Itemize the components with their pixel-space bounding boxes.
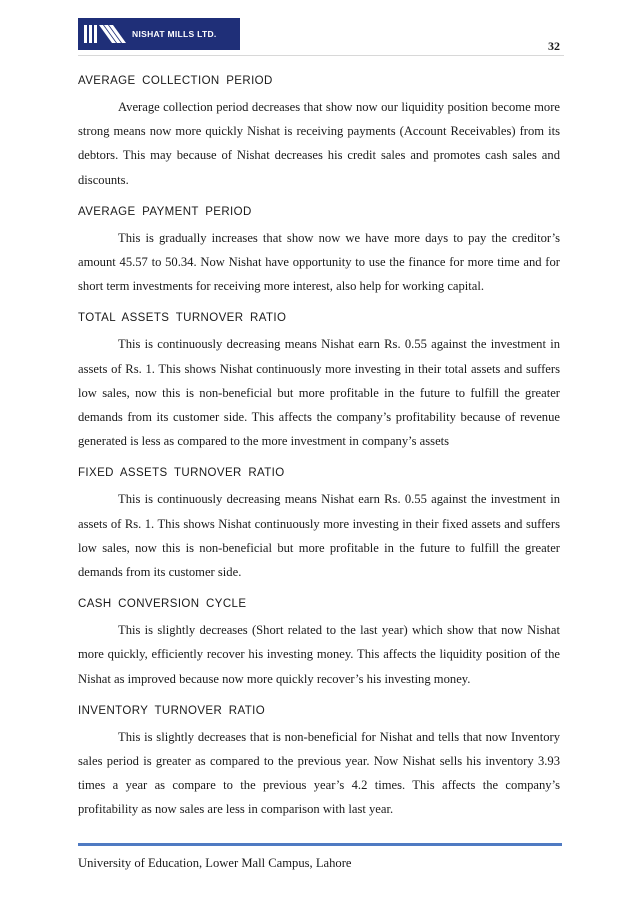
section-heading: TOTAL ASSETS TURNOVER RATIO xyxy=(78,312,287,325)
section-paragraph: This is slightly decreases (Short related to the last year) which show that now Nishat more quickly, efficiently recover his investing money. This affects the liquidity position of the Nishat as improved because now more quickly recover’s his investing money. xyxy=(78,623,560,686)
section-paragraph: This is continuously decreasing means Nishat earn Rs. 0.55 against the investment in assets of Rs. 1. This shows Nishat continuously more investing in their fixed assets and suffers low sales, now this is non-beneficial but more profitable in the future to fulfill the greater demands from its customer side. xyxy=(78,492,560,580)
page-header xyxy=(78,15,564,56)
section-inventory-turnover-ratio xyxy=(78,703,560,822)
section-paragraph: This is slightly decreases that is non-beneficial for Nishat and tells that now Inventory sales period is greater as compared to the previous year. Now Nishat sells his inventory 3.93 times a year as compare to the previous year’s 4.2 times. This affects the company’s profitability as now sales are less in comparison with last year. xyxy=(78,729,560,817)
section-heading: FIXED ASSETS TURNOVER RATIO xyxy=(78,467,285,480)
footer-text: University of Education, Lower Mall Campus, Lahore xyxy=(78,856,352,870)
section-paragraph: Average collection period decreases that show now our liquidity position become more strong means now more quickly Nishat is receiving payments (Account Receivables) from its debtors. This may because of Nishat decreases his credit sales and promotes cash sales and discounts. xyxy=(78,100,560,187)
section-heading: AVERAGE COLLECTION PERIOD xyxy=(78,75,273,87)
document-body xyxy=(78,73,560,834)
section-total-assets-turnover-ratio xyxy=(78,310,560,453)
section-paragraph: This is continuously decreasing means Nishat earn Rs. 0.55 against the investment in assets of Rs. 1. This shows Nishat continuously more investing in their total assets and suffers low sales, now this is non-beneficial but more profitable in the future to fulfill the greater demands from its customer side. This affects the company’s profitability because of revenue generated is less as compared to the more investment in company’s assets xyxy=(78,337,560,449)
section-fixed-assets-turnover-ratio xyxy=(78,465,560,584)
section-average-collection-period xyxy=(78,73,560,192)
section-paragraph: This is gradually increases that show now we have more days to pay the creditor’s amount 45.57 to 50.34. Now Nishat have opportunity to use the finance for more time and for short term investments for receiving more interest, also help for working capital. xyxy=(78,230,560,294)
section-heading: AVERAGE PAYMENT PERIOD xyxy=(78,205,252,218)
company-logo xyxy=(78,18,240,50)
logo-text: NISHAT MILLS LTD. xyxy=(132,29,217,39)
section-heading: CASH CONVERSION CYCLE xyxy=(78,598,247,611)
section-heading: INVENTORY TURNOVER RATIO xyxy=(78,704,266,717)
footer-divider xyxy=(78,843,562,846)
page-number: 32 xyxy=(548,39,560,53)
section-average-payment-period xyxy=(78,204,560,299)
nishat-logo-icon xyxy=(84,23,126,45)
section-cash-conversion-cycle xyxy=(78,596,560,691)
